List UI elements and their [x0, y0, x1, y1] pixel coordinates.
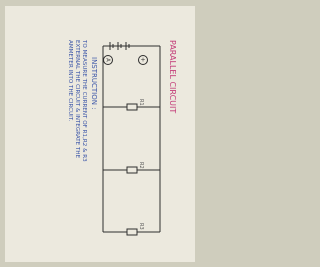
resistor-label-r1: R1 [138, 99, 144, 106]
resistor-label-r3: R3 [138, 223, 144, 230]
battery-plus-symbol: + [140, 56, 146, 64]
resistor-r2 [127, 167, 137, 173]
resistor-r3 [127, 229, 137, 235]
ammeter-symbol: A [104, 58, 111, 62]
circuit-wires [103, 46, 160, 232]
resistor-label-r2: R2 [138, 162, 144, 169]
resistor-r1 [127, 104, 137, 110]
instruction-heading: INSTRUCTION : [90, 57, 98, 110]
instruction-line-2: EXTERNAL THE CIRCUIT & INTEGRATE THE [74, 40, 80, 159]
instruction-line-1: TO MEASURE THE CURRENT OF R1,R2 & R3 [81, 40, 87, 162]
instruction-line-3: AMMETER INTO THE CIRCUIT. [67, 40, 73, 122]
diagram-title: PARALLEL CIRCUIT [168, 40, 177, 114]
